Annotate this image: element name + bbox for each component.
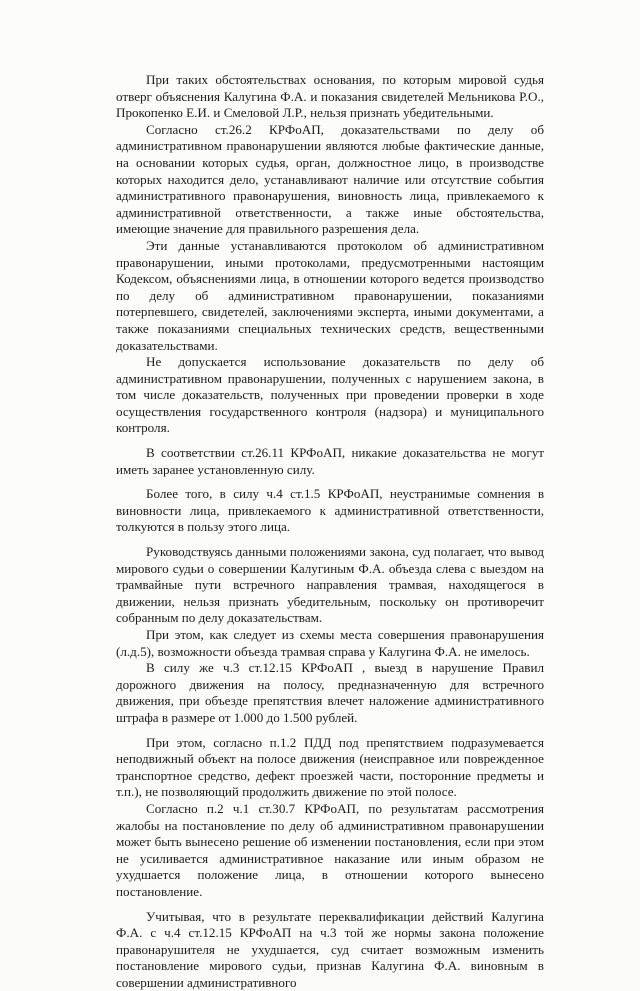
paragraph-8: При этом, как следует из схемы места совершения правонарушения (л.д.5), возможности объезда трамвая справа у Калугина Ф.А. не имелось. [116,627,544,660]
paragraph-11: Согласно п.2 ч.1 ст.30.7 КРФоАП, по результатам рассмотрения жалобы на постановление по делу об административном правонарушении может быть вынесено решение об изменении постановления, если при этом не усиливается административное наказание или иным образом не ухудшается положение лица, в отношении которого вынесено постановление. [116,801,544,901]
paragraph-6: Более того, в силу ч.4 ст.1.5 КРФоАП, неустранимые сомнения в виновности лица, привлекаемого к административной ответственности, толкуются в пользу этого лица. [116,486,544,536]
paragraph-7: Руководствуясь данными положениями закона, суд полагает, что вывод мирового судьи о совершении Калугиным Ф.А. объезда слева с выездом на трамвайные пути встречного направления трамвая, находящегося в движении, нельзя признать убедительным, поскольку он противоречит собранным по делу доказательствам. [116,544,544,627]
paragraph-10: При этом, согласно п.1.2 ПДД под препятствием подразумевается неподвижный объект на полосе движения (неисправное или поврежденное транспортное средство, дефект проезжей части, посторонние предметы и т.п.), не позволяющий продолжить движение по этой полосе. [116,735,544,801]
paragraph-5: В соответствии ст.26.11 КРФоАП, никакие доказательства не могут иметь заранее установленную силу. [116,445,544,478]
paragraph-9: В силу же ч.3 ст.12.15 КРФоАП , выезд в нарушение Правил дорожного движения на полосу, предназначенную для встречного движения, при объезде препятствия влечет наложение административного штрафа в размере от 1.000 до 1.500 рублей. [116,660,544,726]
document-body [116,72,544,991]
paragraph-2: Согласно ст.26.2 КРФоАП, доказательствами по делу об административном правонарушении являются любые фактические данные, на основании которых судья, орган, должностное лицо, в производстве которых находится дело, устанавливают наличие или отсутствие события административного правонарушения, виновность лица, привлекаемого к административной ответственности, а также иные обстоятельства, имеющие значение для правильного разрешения дела. [116,122,544,238]
paragraph-12: Учитывая, что в результате переквалификации действий Калугина Ф.А. с ч.4 ст.12.15 КРФоАП на ч.3 той же нормы закона положение правонарушителя не ухудшается, суд считает возможным изменить постановление мирового судьи, признав Калугина Ф.А. виновным в совершении административного [116,909,544,991]
paragraph-4: Не допускается использование доказательств по делу об административном правонарушении, полученных с нарушением закона, в том числе доказательств, полученных при проведении проверки в ходе осуществления государственного контроля (надзора) и муниципального контроля. [116,354,544,437]
paragraph-3: Эти данные устанавливаются протоколом об административном правонарушении, иными протоколами, предусмотренными настоящим Кодексом, объяснениями лица, в отношении которого ведется производство по делу об административном правонарушении, показаниями потерпевшего, свидетелей, заключениями эксперта, иными документами, а также показаниями специальных технических средств, вещественными доказательствами. [116,238,544,354]
paragraph-1: При таких обстоятельствах основания, по которым мировой судья отверг объяснения Калугина Ф.А. и показания свидетелей Мельникова Р.О., Прокопенко Е.И. и Смеловой Л.Р., нельзя признать убедительными. [116,72,544,122]
